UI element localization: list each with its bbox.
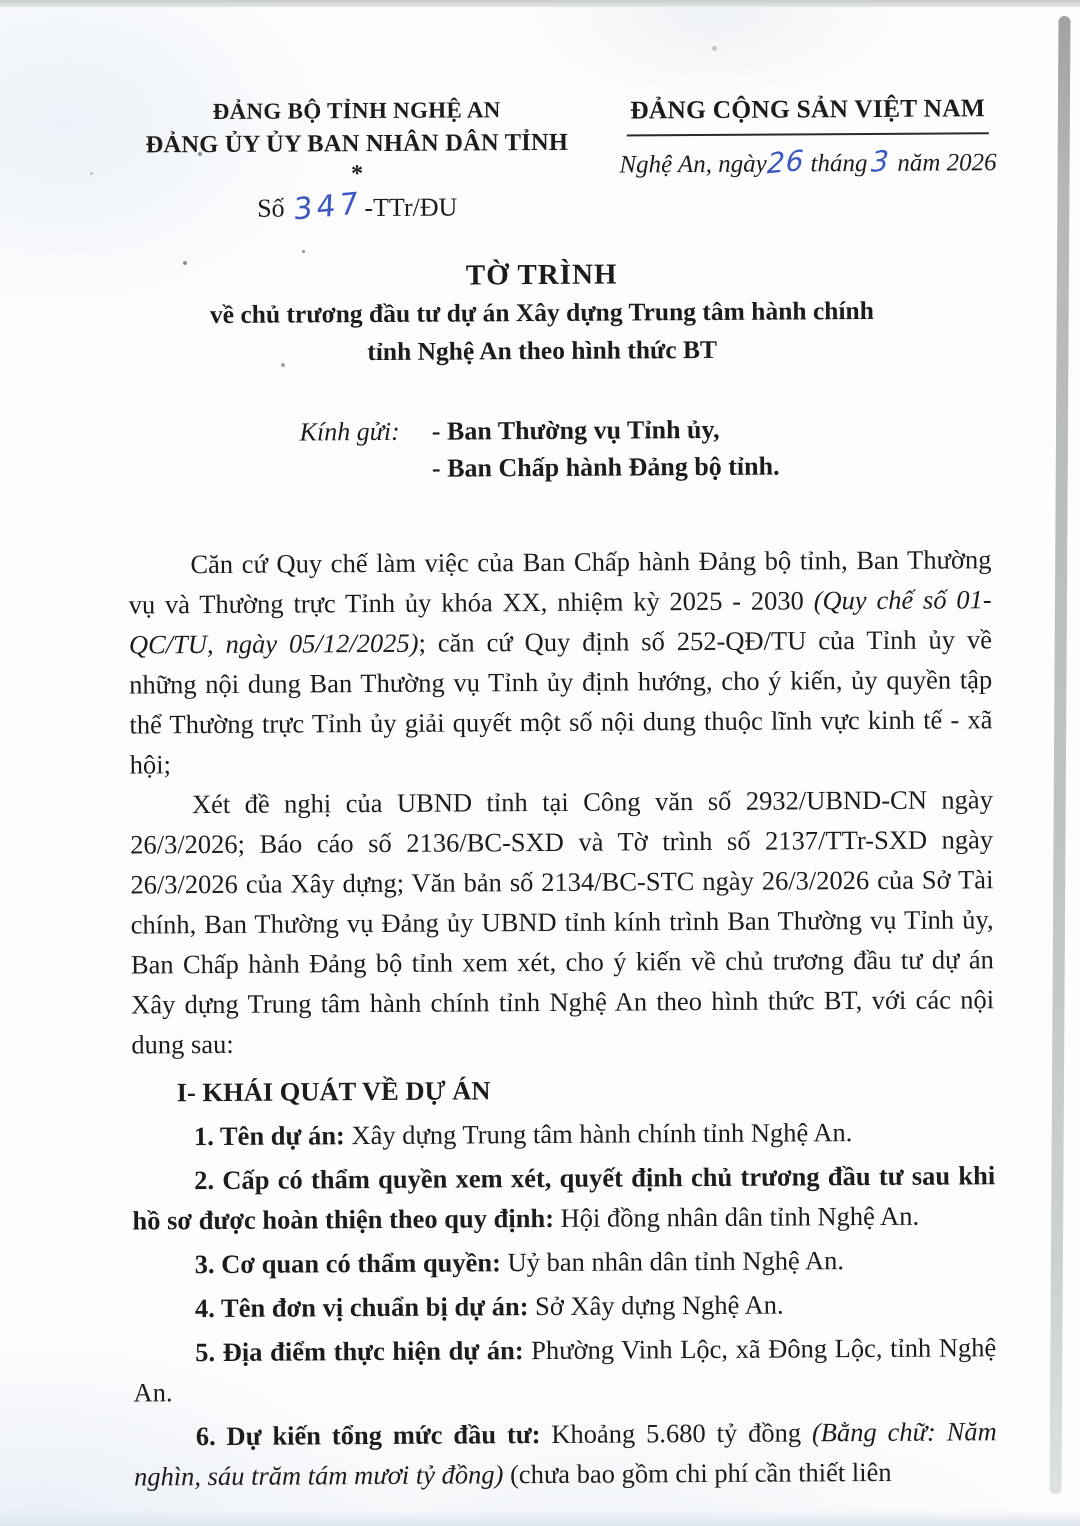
- recipient-item: - Ban Chấp hành Đảng bộ tỉnh.: [431, 451, 780, 483]
- date-month-handwritten: 3: [870, 143, 891, 179]
- date-day-handwritten: 26: [766, 143, 806, 181]
- date-suffix: năm 2026: [897, 149, 997, 177]
- item-project-location: 5. Địa điểm thực hiện dự án: Phường Vinh Lộc, xã Đông Lộc, tỉnh Nghệ An.: [133, 1332, 997, 1408]
- proposal-paragraph: Xét đề nghị của UBND tỉnh tại Công văn số 2932/UBND-CN ngày 26/3/2026; Báo cáo số 2136/BC-SXD và Tờ trình số 2137/TTr-SXD ngày 26/3/2026 của Xây dựng; Văn bản số 2134/BC-STC ngày 26/3/2026 của Sở Tài chính, Ban Thường vụ Đảng ủy UBND tỉnh kính trình Ban Thường vụ Tỉnh ủy, Ban Chấp hành Đảng bộ tỉnh xem xét, cho ý kiến về chủ trương đầu tư dự án Xây dựng Trung tâm hành chính tỉnh Nghệ An theo hình thức BT, với các nội dung sau:: [130, 784, 995, 1060]
- recipients-label: Kính gửi:: [299, 416, 400, 447]
- document-body: [128, 539, 997, 1496]
- document-number-line: [129, 185, 585, 229]
- section-heading-overview: I- KHÁI QUÁT VỀ DỰ ÁN: [176, 1075, 491, 1108]
- recipient-item: - Ban Thường vụ Tỉnh ủy,: [431, 414, 720, 446]
- item-competent-agency: 3. Cơ quan có thẩm quyền: Uỷ ban nhân dân tỉnh Nghệ An.: [194, 1245, 845, 1280]
- document-number-handwritten: 347: [292, 185, 364, 228]
- item-project-name: 1. Tên dự án: Xây dựng Trung tâm hành chính tỉnh Nghệ An.: [193, 1117, 853, 1152]
- national-motto: ĐẢNG CỘNG SẢN VIỆT NAM: [626, 91, 989, 136]
- national-motto-block: [599, 91, 1018, 226]
- org-parent-name: ĐẢNG BỘ TỈNH NGHỆ AN: [212, 97, 501, 125]
- recipient-list: [432, 411, 780, 487]
- org-issuer-name: ĐẢNG ỦY ỦY BAN NHÂN DÂN TỈNH: [145, 128, 569, 159]
- place-date-line: [599, 144, 1017, 183]
- item-preparing-unit: 4. Tên đơn vị chuẩn bị dự án: Sở Xây dựng Nghệ An.: [194, 1289, 784, 1324]
- document-header: [1, 91, 1080, 230]
- item-total-investment: 6. Dự kiến tổng mức đầu tư: Khoảng 5.680 tỷ đồng (Bằng chữ: Năm nghìn, sáu trăm tám mươi tỷ đồng) (chưa bao gồm chi phí cần thiết liên: [133, 1416, 997, 1492]
- item-approving-authority: 2. Cấp có thẩm quyền xem xét, quyết định chủ trương đầu tư sau khi hồ sơ được hoàn thiện theo quy định: Hội đồng nhân dân tỉnh Nghệ An.: [132, 1160, 996, 1236]
- document-number-prefix: Số: [257, 193, 285, 223]
- org-separator-star: *: [350, 161, 364, 188]
- recipients-block: [300, 409, 1080, 488]
- document-number-suffix: -TTr/ĐU: [364, 192, 458, 223]
- document-type-title: TỜ TRÌNH: [465, 258, 618, 292]
- date-prefix: Nghệ An, ngày: [619, 150, 767, 179]
- date-mid: tháng: [810, 150, 868, 178]
- document-subject-line2: tỉnh Nghệ An theo hình thức BT: [367, 334, 718, 367]
- issuing-org-block: [129, 94, 586, 229]
- document-subject-line1: về chủ trương đầu tư dự án Xây dựng Trung tâm hành chính: [209, 295, 874, 330]
- legal-basis-paragraph: Căn cứ Quy chế làm việc của Ban Chấp hành Đảng bộ tỉnh, Ban Thường vụ và Thường trực Tỉnh ủy khóa XX, nhiệm kỳ 2025 - 2030 (Quy chế số 01-QC/TU, ngày 05/12/2025); căn cứ Quy định số 252-QĐ/TU của Tỉnh ủy về những nội dung Ban Thường vụ Tỉnh ủy định hướng, cho ý kiến, ủy quyền tập thể Thường trực Tỉnh ủy giải quyết một số nội dung thuộc lĩnh vực kinh tế - xã hội;: [128, 544, 993, 780]
- document-title-block: [2, 253, 1080, 374]
